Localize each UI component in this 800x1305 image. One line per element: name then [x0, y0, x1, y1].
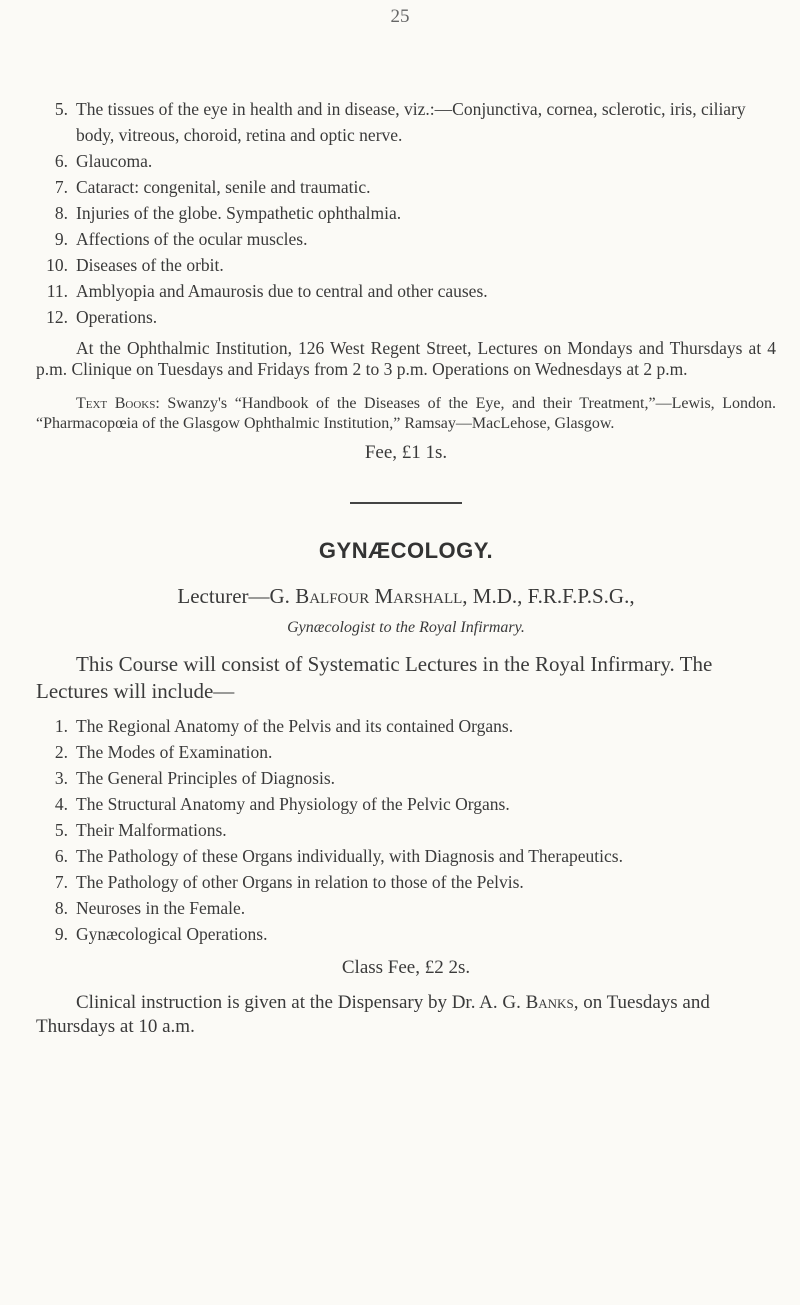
clinical-instruction: Clinical instruction is given at the Dispensary by Dr. A. G. Banks, on Tuesdays and Thursdays at 10 a.m. [36, 992, 710, 1037]
list-item: 6. The Pathology of these Organs individually, with Diagnosis and Therapeutics. [54, 846, 623, 866]
page-content [36, 96, 776, 1039]
lecturer-title: Gynæcologist to the Royal Infirmary. [287, 619, 525, 636]
course-intro: This Course will consist of Systematic Lectures in the Royal Infirmary. The Lectures will include— [36, 652, 713, 703]
ophthalmic-schedule: At the Ophthalmic Institution, 126 West Regent Street, Lectures on Mondays and Thursdays at 4 p.m. Clinique on Tuesdays and Fridays from 2 to 3 p.m. Operations on Wednesdays at 2 p.m. [36, 338, 776, 379]
list-item: 4. The Structural Anatomy and Physiology of the Pelvic Organs. [54, 794, 510, 814]
list-item: 8. Injuries of the globe. Sympathetic ophthalmia. [54, 203, 402, 223]
list-item: 5. Their Malformations. [54, 820, 227, 840]
list-item: 1. The Regional Anatomy of the Pelvis and its contained Organs. [54, 716, 514, 736]
gyn-topics-list [36, 713, 776, 947]
eye-topics-list [36, 96, 776, 330]
list-item: 8. Neuroses in the Female. [54, 898, 246, 918]
text-books-body: Swanzy's “Handbook of the Diseases of the Eye, and their Treatment,”—Lewis, London. “Pharmacopœia of the Glasgow Ophthalmic Institution,” Ramsay—MacLehose, Glasgow. [36, 395, 777, 432]
list-item: 6. Glaucoma. [54, 151, 153, 171]
text-books-label: Text Books: [76, 395, 160, 412]
list-item: 5. The tissues of the eye in health and in disease, viz.:—Conjunctiva, cornea, sclerotic, iris, ciliary body, vitreous, choroid, retina and optic nerve. [54, 99, 746, 145]
clinical-name: Banks [525, 992, 574, 1013]
ophthalmic-fee: Fee, £1 1s. [364, 442, 448, 463]
page-number: 25 [390, 6, 410, 27]
list-item: 9. Affections of the ocular muscles. [54, 229, 308, 249]
list-item: 3. The General Principles of Diagnosis. [54, 768, 336, 788]
list-item: 12. Operations. [46, 307, 158, 327]
list-item: 11. Amblyopia and Amaurosis due to central and other causes. [46, 281, 488, 301]
lecturer-line: Lecturer—G. Balfour Marshall, M.D., F.R.F.P.S.G., [177, 584, 635, 608]
list-item: 7. Cataract: congenital, senile and traumatic. [54, 177, 371, 197]
section-divider [350, 502, 462, 504]
class-fee: Class Fee, £2 2s. [341, 957, 471, 978]
text-books [36, 394, 776, 434]
list-item: 9. Gynæcological Operations. [54, 924, 268, 944]
section-heading: GYNÆCOLOGY. [318, 538, 494, 563]
list-item: 7. The Pathology of other Organs in relation to those of the Pelvis. [54, 872, 524, 892]
list-item: 10. Diseases of the orbit. [46, 255, 224, 275]
lecturer-name: Balfour Marshall [295, 584, 463, 608]
list-item: 2. The Modes of Examination. [54, 742, 273, 762]
